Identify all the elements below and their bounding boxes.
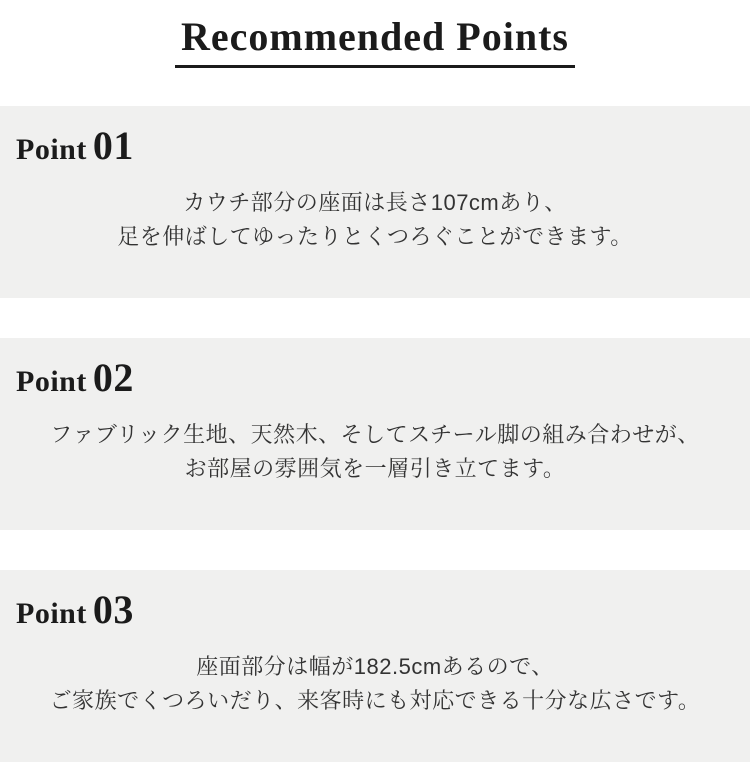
point-02-description-line-1: ファブリック生地、天然木、そしてスチール脚の組み合わせが、 bbox=[50, 422, 700, 447]
point-03-number: 03 bbox=[92, 587, 134, 632]
point-01-label: Point bbox=[16, 133, 87, 166]
point-03-heading bbox=[16, 586, 750, 638]
point-section-02 bbox=[0, 338, 750, 530]
point-02-description-line-2: お部屋の雰囲気を一層引き立てます。 bbox=[184, 456, 566, 481]
point-02-heading bbox=[16, 354, 750, 406]
point-section-03 bbox=[0, 570, 750, 762]
page-title: Recommended Points bbox=[175, 14, 575, 68]
point-01-number: 01 bbox=[92, 123, 134, 168]
point-01-description-line-1: カウチ部分の座面は長さ107cmあり、 bbox=[183, 190, 567, 215]
point-section-01 bbox=[0, 106, 750, 298]
point-01-description-line-2: 足を伸ばしてゆったりとくつろぐことができます。 bbox=[117, 224, 633, 249]
point-03-label: Point bbox=[16, 597, 87, 630]
point-02-number: 02 bbox=[92, 355, 134, 400]
point-03-description-line-2: ご家族でくつろいだり、来客時にも対応できる十分な広さです。 bbox=[49, 688, 701, 713]
page-header bbox=[0, 0, 750, 68]
point-03-description-line-1: 座面部分は幅が182.5cmあるので、 bbox=[196, 654, 554, 679]
point-02-label: Point bbox=[16, 365, 87, 398]
point-01-heading bbox=[16, 122, 750, 174]
